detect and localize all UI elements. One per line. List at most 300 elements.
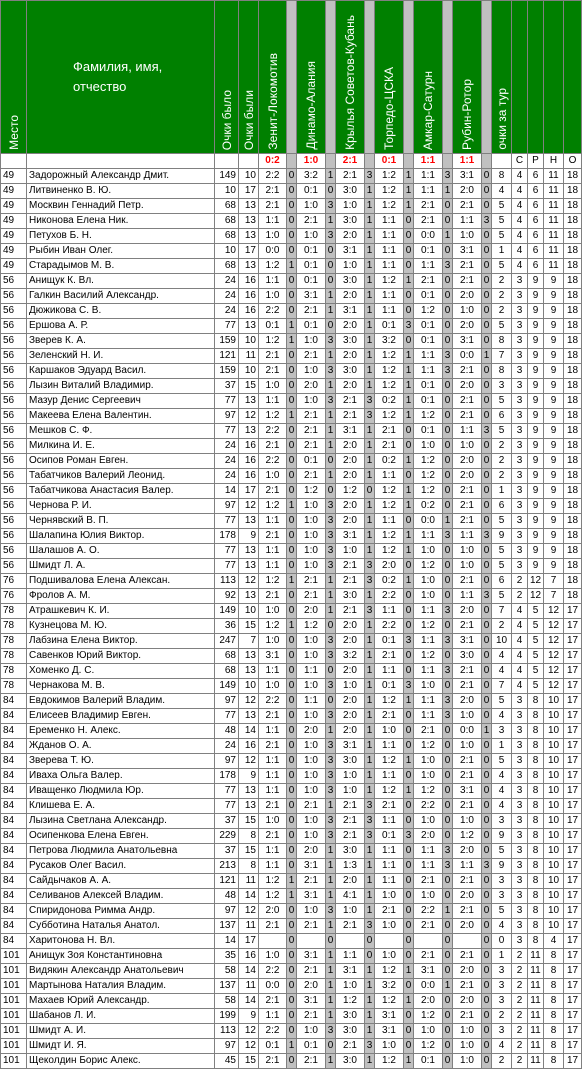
cell-m4-pts: 1 bbox=[404, 694, 414, 709]
cell-m2-pts: 1 bbox=[326, 919, 336, 934]
cell-stat-n: 9 bbox=[544, 334, 564, 349]
cell-name: Лызина Светлана Александр. bbox=[27, 814, 215, 829]
cell-m5: 2:1 bbox=[414, 199, 443, 214]
cell-m1: 1:0 bbox=[259, 634, 287, 649]
cell-m1-pts: 0 bbox=[287, 784, 297, 799]
cell-m1-pts: 0 bbox=[287, 589, 297, 604]
cell-m1: 2:2 bbox=[259, 454, 287, 469]
cell-points-was: 24 bbox=[215, 739, 239, 754]
cell-stat-n: 9 bbox=[544, 424, 564, 439]
cell-m5: 2:1 bbox=[414, 919, 443, 934]
cell-m3-pts: 1 bbox=[365, 964, 375, 979]
cell-m1-pts: 1 bbox=[287, 574, 297, 589]
cell-m2-pts: 1 bbox=[326, 979, 336, 994]
cell-stat-s: 2 bbox=[512, 1054, 528, 1069]
cell-m4-pts: 1 bbox=[404, 754, 414, 769]
table-row bbox=[1, 589, 582, 604]
cell-m3: 3:0 bbox=[336, 589, 365, 604]
cell-stat-o: 18 bbox=[564, 184, 582, 199]
cell-stat-o: 18 bbox=[564, 424, 582, 439]
cell-m2-pts: 3 bbox=[326, 394, 336, 409]
cell-m1: 1:2 bbox=[259, 889, 287, 904]
cell-stat-r: 9 bbox=[528, 424, 544, 439]
cell-m5-pts: 1 bbox=[443, 904, 453, 919]
cell-m2: 0:1 bbox=[297, 244, 326, 259]
col-header-points-was: Очки было bbox=[215, 1, 239, 154]
cell-m4: 1:1 bbox=[375, 859, 404, 874]
table-row bbox=[1, 349, 582, 364]
cell-stat-r: 5 bbox=[528, 619, 544, 634]
cell-name: Анищук Зоя Константиновна bbox=[27, 949, 215, 964]
cell-m1: 2:1 bbox=[259, 589, 287, 604]
cell-m3: 3:1 bbox=[336, 964, 365, 979]
table-row bbox=[1, 484, 582, 499]
cell-stat-s: 3 bbox=[512, 799, 528, 814]
cell-points-was: 37 bbox=[215, 379, 239, 394]
cell-m5-pts: 3 bbox=[443, 529, 453, 544]
cell-m4-pts: 0 bbox=[404, 1024, 414, 1039]
cell-m6: 2:0 bbox=[453, 289, 482, 304]
cell-stat-s: 3 bbox=[512, 514, 528, 529]
cell-m4: 3:1 bbox=[375, 1024, 404, 1039]
cell-stat-s: 3 bbox=[512, 454, 528, 469]
table-row bbox=[1, 679, 582, 694]
cell-m4-pts: 0 bbox=[404, 859, 414, 874]
cell-m3: 2:1 bbox=[336, 169, 365, 184]
cell-m6: 2:1 bbox=[453, 364, 482, 379]
cell-place: 78 bbox=[1, 649, 27, 664]
cell-m1-pts: 0 bbox=[287, 904, 297, 919]
cell-m1-pts: 0 bbox=[287, 349, 297, 364]
cell-m5: 1:1 bbox=[414, 694, 443, 709]
table-row bbox=[1, 904, 582, 919]
cell-m3: 2:0 bbox=[336, 379, 365, 394]
cell-round-points: 2 bbox=[492, 469, 512, 484]
cell-m2-pts: 3 bbox=[326, 649, 336, 664]
cell-place: 84 bbox=[1, 904, 27, 919]
cell-place: 56 bbox=[1, 439, 27, 454]
cell-m1-pts: 0 bbox=[287, 439, 297, 454]
table-row bbox=[1, 439, 582, 454]
cell-name: Зеленский Н. И. bbox=[27, 349, 215, 364]
cell-points-now: 13 bbox=[239, 544, 259, 559]
cell-m1-pts: 0 bbox=[287, 844, 297, 859]
cell-place: 56 bbox=[1, 529, 27, 544]
cell-round-points: 6 bbox=[492, 499, 512, 514]
cell-m2: 2:1 bbox=[297, 304, 326, 319]
cell-m6-pts: 0 bbox=[482, 559, 492, 574]
cell-m5-pts: 3 bbox=[443, 664, 453, 679]
cell-m5: 0:2 bbox=[414, 499, 443, 514]
cell-m4-pts: 0 bbox=[404, 1039, 414, 1054]
cell-m2: 2:1 bbox=[297, 469, 326, 484]
cell-round-points: 4 bbox=[492, 769, 512, 784]
cell-m6-pts: 0 bbox=[482, 394, 492, 409]
cell-name: Осипов Роман Евген. bbox=[27, 454, 215, 469]
cell-m3: 1:2 bbox=[336, 994, 365, 1009]
col-header-match-3: Крылья Советов-Кубань bbox=[336, 1, 365, 154]
cell-stat-o: 18 bbox=[564, 529, 582, 544]
cell-m2: 2:1 bbox=[297, 589, 326, 604]
cell-stat-n: 8 bbox=[544, 949, 564, 964]
cell-stat-o: 18 bbox=[564, 319, 582, 334]
cell-m5: 1:2 bbox=[414, 649, 443, 664]
cell-stat-n: 10 bbox=[544, 739, 564, 754]
cell-stat-n: 9 bbox=[544, 529, 564, 544]
cell-m4: 1:1 bbox=[375, 874, 404, 889]
cell-m2-pts: 1 bbox=[326, 469, 336, 484]
cell-stat-r: 11 bbox=[528, 979, 544, 994]
table-row bbox=[1, 304, 582, 319]
cell-stat-o: 17 bbox=[564, 844, 582, 859]
cell-round-points: 3 bbox=[492, 724, 512, 739]
cell-stat-r: 8 bbox=[528, 829, 544, 844]
cell-m4-pts: 1 bbox=[404, 994, 414, 1009]
header-row bbox=[1, 1, 582, 154]
cell-m2: 1:2 bbox=[297, 619, 326, 634]
cell-name: Махаев Юрий Александр. bbox=[27, 994, 215, 1009]
cell-points-now: 15 bbox=[239, 619, 259, 634]
cell-points-was: 159 bbox=[215, 334, 239, 349]
cell-place: 101 bbox=[1, 994, 27, 1009]
cell-m5-pts: 0 bbox=[443, 574, 453, 589]
cell-m2: 1:0 bbox=[297, 394, 326, 409]
cell-stat-o: 17 bbox=[564, 829, 582, 844]
blank-cell bbox=[1, 154, 27, 169]
cell-stat-o: 18 bbox=[564, 469, 582, 484]
table-row bbox=[1, 709, 582, 724]
cell-m3-pts: 1 bbox=[365, 469, 375, 484]
cell-m1-pts: 0 bbox=[287, 244, 297, 259]
cell-m1-pts: 0 bbox=[287, 274, 297, 289]
cell-round-points: 2 bbox=[492, 439, 512, 454]
cell-stat-o: 17 bbox=[564, 709, 582, 724]
cell-points-was: 149 bbox=[215, 169, 239, 184]
cell-stat-n: 8 bbox=[544, 994, 564, 1009]
col-header-points-now: Очки были bbox=[239, 1, 259, 154]
cell-stat-s: 3 bbox=[512, 814, 528, 829]
cell-m6-pts: 0 bbox=[482, 964, 492, 979]
cell-m3-pts: 1 bbox=[365, 334, 375, 349]
cell-round-points: 5 bbox=[492, 514, 512, 529]
cell-m1: 1:0 bbox=[259, 229, 287, 244]
table-row bbox=[1, 514, 582, 529]
table-row bbox=[1, 289, 582, 304]
cell-m1-pts: 0 bbox=[287, 604, 297, 619]
cell-stat-o: 18 bbox=[564, 394, 582, 409]
cell-m5: 1:1 bbox=[414, 844, 443, 859]
cell-place: 101 bbox=[1, 979, 27, 994]
cell-m6: 2:1 bbox=[453, 904, 482, 919]
cell-m6: 3:1 bbox=[453, 784, 482, 799]
cell-stat-s: 2 bbox=[512, 1009, 528, 1024]
cell-m5-pts: 0 bbox=[443, 949, 453, 964]
cell-stat-r: 5 bbox=[528, 634, 544, 649]
cell-m4: 1:2 bbox=[375, 994, 404, 1009]
cell-points-was: 137 bbox=[215, 979, 239, 994]
cell-stat-o: 17 bbox=[564, 604, 582, 619]
cell-m4: 1:2 bbox=[375, 169, 404, 184]
cell-m2-pts: 3 bbox=[326, 679, 336, 694]
cell-m6: 2:1 bbox=[453, 499, 482, 514]
cell-m2-pts: 0 bbox=[326, 274, 336, 289]
cell-m5-pts: 0 bbox=[443, 919, 453, 934]
cell-stat-s: 3 bbox=[512, 304, 528, 319]
cell-m3: 2:1 bbox=[336, 919, 365, 934]
cell-stat-o: 18 bbox=[564, 304, 582, 319]
cell-m1-pts: 0 bbox=[287, 454, 297, 469]
table-row bbox=[1, 739, 582, 754]
cell-place: 84 bbox=[1, 799, 27, 814]
cell-m2: 0:1 bbox=[297, 1039, 326, 1054]
cell-m5: 1:1 bbox=[414, 604, 443, 619]
cell-m2-pts: 3 bbox=[326, 499, 336, 514]
cell-m1-pts: 0 bbox=[287, 754, 297, 769]
cell-name: Шабанов Л. И. bbox=[27, 1009, 215, 1024]
cell-m1-pts: 1 bbox=[287, 889, 297, 904]
cell-m5: 1:2 bbox=[414, 1009, 443, 1024]
cell-m2: 3:1 bbox=[297, 889, 326, 904]
cell-m2-pts: 1 bbox=[326, 604, 336, 619]
cell-m1: 1:0 bbox=[259, 604, 287, 619]
cell-m2: 2:0 bbox=[297, 604, 326, 619]
cell-place: 56 bbox=[1, 289, 27, 304]
cell-name: Чернявский В. П. bbox=[27, 514, 215, 529]
cell-round-points: 5 bbox=[492, 589, 512, 604]
cell-stat-r: 9 bbox=[528, 409, 544, 424]
cell-m3: 2:1 bbox=[336, 574, 365, 589]
cell-stat-s: 4 bbox=[512, 169, 528, 184]
cell-stat-n: 8 bbox=[544, 979, 564, 994]
cell-place: 76 bbox=[1, 574, 27, 589]
cell-m1-pts: 0 bbox=[287, 1054, 297, 1069]
cell-m2: 1:0 bbox=[297, 814, 326, 829]
cell-points-now: 12 bbox=[239, 499, 259, 514]
table-row bbox=[1, 1024, 582, 1039]
cell-m1: 3:1 bbox=[259, 649, 287, 664]
cell-m6: 2:0 bbox=[453, 604, 482, 619]
cell-m2: 1:0 bbox=[297, 499, 326, 514]
cell-place: 84 bbox=[1, 784, 27, 799]
cell-round-points: 1 bbox=[492, 484, 512, 499]
cell-m2-pts: 3 bbox=[326, 769, 336, 784]
cell-stat-s: 3 bbox=[512, 469, 528, 484]
cell-m5-pts: 0 bbox=[443, 679, 453, 694]
cell-m1: 1:1 bbox=[259, 724, 287, 739]
cell-m4-pts: 0 bbox=[404, 619, 414, 634]
cell-m1: 1:1 bbox=[259, 769, 287, 784]
cell-stat-r: 6 bbox=[528, 259, 544, 274]
cell-round-points: 1 bbox=[492, 949, 512, 964]
cell-stat-n: 9 bbox=[544, 364, 564, 379]
cell-stat-s: 3 bbox=[512, 289, 528, 304]
cell-m6-pts: 0 bbox=[482, 679, 492, 694]
cell-m1-pts: 1 bbox=[287, 334, 297, 349]
cell-stat-r: 9 bbox=[528, 544, 544, 559]
stat-header-o: О bbox=[564, 154, 582, 169]
table-row bbox=[1, 649, 582, 664]
cell-stat-r: 5 bbox=[528, 604, 544, 619]
cell-m4: 1:2 bbox=[375, 184, 404, 199]
cell-round-points: 5 bbox=[492, 559, 512, 574]
col-header-stat bbox=[564, 1, 582, 154]
cell-points-was: 10 bbox=[215, 244, 239, 259]
cell-m3-pts: 1 bbox=[365, 349, 375, 364]
cell-place: 49 bbox=[1, 229, 27, 244]
cell-m1-pts: 0 bbox=[287, 934, 297, 949]
cell-stat-n: 10 bbox=[544, 859, 564, 874]
cell-m6: 3:1 bbox=[453, 244, 482, 259]
table-row bbox=[1, 994, 582, 1009]
cell-m2: 0:1 bbox=[297, 274, 326, 289]
cell-points-now: 13 bbox=[239, 664, 259, 679]
cell-m6: 2:1 bbox=[453, 979, 482, 994]
cell-stat-n: 9 bbox=[544, 454, 564, 469]
cell-place: 56 bbox=[1, 454, 27, 469]
cell-m5: 1:0 bbox=[414, 544, 443, 559]
cell-points-was: 77 bbox=[215, 319, 239, 334]
cell-stat-o: 18 bbox=[564, 439, 582, 454]
cell-m5-pts: 0 bbox=[443, 1024, 453, 1039]
table-row bbox=[1, 934, 582, 949]
cell-round-points: 1 bbox=[492, 244, 512, 259]
cell-m2: 2:1 bbox=[297, 1054, 326, 1069]
cell-m2: 1:0 bbox=[297, 739, 326, 754]
cell-m4: 0:2 bbox=[375, 394, 404, 409]
cell-stat-r: 8 bbox=[528, 844, 544, 859]
cell-m4: 1:2 bbox=[375, 409, 404, 424]
cell-stat-n: 8 bbox=[544, 1054, 564, 1069]
cell-stat-r: 9 bbox=[528, 439, 544, 454]
cell-m3: 1:0 bbox=[336, 259, 365, 274]
cell-m1-pts: 0 bbox=[287, 469, 297, 484]
cell-m6-pts: 0 bbox=[482, 379, 492, 394]
cell-m5: 0:0 bbox=[414, 514, 443, 529]
cell-stat-s: 3 bbox=[512, 364, 528, 379]
cell-m6: 1:0 bbox=[453, 1024, 482, 1039]
cell-m3: 2:1 bbox=[336, 814, 365, 829]
cell-m3-pts: 1 bbox=[365, 274, 375, 289]
cell-m3-pts: 1 bbox=[365, 514, 375, 529]
cell-m1-pts: 0 bbox=[287, 169, 297, 184]
cell-stat-s: 3 bbox=[512, 724, 528, 739]
cell-m2: 1:0 bbox=[297, 364, 326, 379]
cell-m3: 2:0 bbox=[336, 724, 365, 739]
cell-points-now: 17 bbox=[239, 934, 259, 949]
cell-place: 84 bbox=[1, 724, 27, 739]
cell-points-now: 13 bbox=[239, 214, 259, 229]
cell-stat-n: 10 bbox=[544, 724, 564, 739]
cell-stat-n: 10 bbox=[544, 754, 564, 769]
blank-cell bbox=[215, 154, 239, 169]
cell-stat-n: 8 bbox=[544, 964, 564, 979]
cell-m6-pts: 0 bbox=[482, 229, 492, 244]
cell-m1: 1:1 bbox=[259, 664, 287, 679]
cell-stat-s: 4 bbox=[512, 604, 528, 619]
cell-place: 78 bbox=[1, 679, 27, 694]
cell-m5: 1:1 bbox=[414, 529, 443, 544]
table-row bbox=[1, 694, 582, 709]
cell-points-now: 12 bbox=[239, 1039, 259, 1054]
cell-m2-pts: 0 bbox=[326, 1039, 336, 1054]
cell-m5: 2:1 bbox=[414, 214, 443, 229]
cell-points-was: 77 bbox=[215, 799, 239, 814]
cell-stat-r: 9 bbox=[528, 349, 544, 364]
cell-m4-pts: 0 bbox=[404, 844, 414, 859]
cell-stat-r: 8 bbox=[528, 694, 544, 709]
cell-m4-pts: 0 bbox=[404, 259, 414, 274]
cell-m6-pts: 0 bbox=[482, 889, 492, 904]
cell-points-now: 10 bbox=[239, 364, 259, 379]
cell-m2: 2:1 bbox=[297, 919, 326, 934]
cell-points-was: 36 bbox=[215, 619, 239, 634]
cell-round-points: 2 bbox=[492, 304, 512, 319]
cell-round-points: 9 bbox=[492, 529, 512, 544]
cell-name: Харитонова Н. Вл. bbox=[27, 934, 215, 949]
cell-points-was: 97 bbox=[215, 754, 239, 769]
cell-m5-pts: 0 bbox=[443, 649, 453, 664]
table-row bbox=[1, 274, 582, 289]
cell-place: 56 bbox=[1, 274, 27, 289]
cell-m1: 2:1 bbox=[259, 364, 287, 379]
cell-place: 76 bbox=[1, 589, 27, 604]
cell-m3-pts: 1 bbox=[365, 784, 375, 799]
cell-points-now: 16 bbox=[239, 289, 259, 304]
cell-round-points: 3 bbox=[492, 994, 512, 1009]
cell-m2-pts: 3 bbox=[326, 199, 336, 214]
cell-m1-pts: 0 bbox=[287, 649, 297, 664]
cell-m4: 1:0 bbox=[375, 724, 404, 739]
cell-points-now: 16 bbox=[239, 439, 259, 454]
cell-m1: 0:1 bbox=[259, 1039, 287, 1054]
cell-stat-r: 8 bbox=[528, 784, 544, 799]
cell-m6-pts: 0 bbox=[482, 169, 492, 184]
cell-place: 101 bbox=[1, 1024, 27, 1039]
cell-points-now: 14 bbox=[239, 889, 259, 904]
cell-m5-pts: 0 bbox=[443, 874, 453, 889]
cell-m5: 1:0 bbox=[414, 1024, 443, 1039]
cell-m2: 1:0 bbox=[297, 769, 326, 784]
cell-m4-pts: 1 bbox=[404, 544, 414, 559]
cell-m6: 2:1 bbox=[453, 1009, 482, 1024]
cell-m6-pts: 0 bbox=[482, 1054, 492, 1069]
cell-m2-pts: 1 bbox=[326, 1054, 336, 1069]
table-row bbox=[1, 334, 582, 349]
cell-m6: 1:0 bbox=[453, 1039, 482, 1054]
cell-m5: 2:0 bbox=[414, 829, 443, 844]
cell-m5 bbox=[414, 934, 443, 949]
cell-m4: 1:1 bbox=[375, 814, 404, 829]
cell-points-now: 10 bbox=[239, 604, 259, 619]
cell-round-points: 2 bbox=[492, 289, 512, 304]
cell-m2-pts: 3 bbox=[326, 514, 336, 529]
cell-round-points: 3 bbox=[492, 1024, 512, 1039]
col-header-match-1: Зенит-Локомотив bbox=[259, 1, 287, 154]
cell-stat-n: 12 bbox=[544, 604, 564, 619]
cell-m1-pts: 0 bbox=[287, 694, 297, 709]
cell-m1: 1:2 bbox=[259, 259, 287, 274]
cell-m6-pts: 0 bbox=[482, 199, 492, 214]
cell-m1: 1:0 bbox=[259, 289, 287, 304]
cell-m5-pts: 0 bbox=[443, 319, 453, 334]
cell-m5: 1:2 bbox=[414, 739, 443, 754]
cell-m5: 1:2 bbox=[414, 454, 443, 469]
cell-m4: 2:1 bbox=[375, 424, 404, 439]
cell-m3-pts: 1 bbox=[365, 649, 375, 664]
cell-m2: 2:1 bbox=[297, 1009, 326, 1024]
cell-stat-s: 3 bbox=[512, 889, 528, 904]
cell-stat-s: 3 bbox=[512, 529, 528, 544]
